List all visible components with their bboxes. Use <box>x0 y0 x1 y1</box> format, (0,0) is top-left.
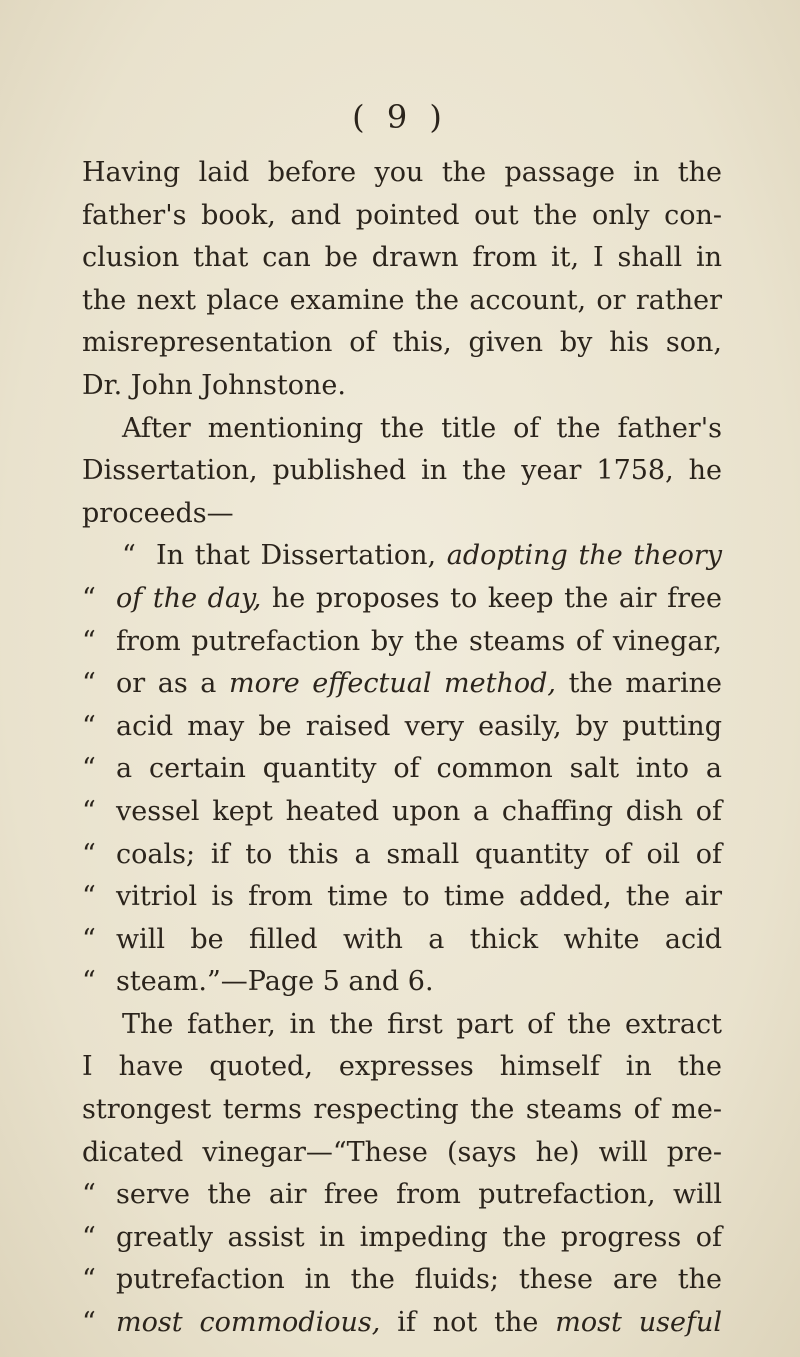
line-text: steam.”—Page 5 and 6. <box>116 966 434 998</box>
quote-mark: “ <box>82 753 96 785</box>
text-line <box>82 706 722 749</box>
line-text: putrefaction in the fluids; these are the <box>116 1264 722 1296</box>
line-text: or as a <box>116 668 229 700</box>
line-text: After mentioning the title of the father's <box>122 412 722 444</box>
quote-mark: “ <box>82 710 96 742</box>
line-text: strongest terms respecting the steams of me- <box>82 1094 722 1126</box>
italic-text: most useful <box>555 1307 722 1339</box>
text-line <box>82 919 722 962</box>
text-line <box>82 1004 722 1047</box>
text-line <box>82 1259 722 1302</box>
line-text: Having laid before you the passage in the <box>82 157 722 188</box>
line-text: vessel kept heated upon a chaffing dish of <box>116 795 722 827</box>
page-body-text <box>82 152 722 1345</box>
quote-mark: “ <box>82 923 96 955</box>
quote-mark: “ <box>82 1307 96 1339</box>
quote-mark: “ <box>122 540 136 572</box>
italic-text: most commodious, <box>116 1307 381 1339</box>
line-text: serve the air free from putrefaction, will <box>116 1179 722 1211</box>
quote-mark: “ <box>82 668 96 700</box>
text-line <box>82 876 722 919</box>
text-line <box>82 195 722 238</box>
line-text: greatly assist in impeding the progress of <box>116 1221 722 1253</box>
text-line <box>82 365 722 408</box>
line-text: Dr. John Johnstone. <box>82 369 346 401</box>
line-text: a certain quantity of common salt into a <box>116 753 722 785</box>
text-line <box>82 408 722 451</box>
quote-mark: “ <box>82 795 96 827</box>
line-text: In that Dissertation, <box>156 540 447 572</box>
line-text: acid may be raised very easily, by putting <box>116 710 722 742</box>
quote-mark: “ <box>82 881 96 913</box>
text-line <box>82 621 722 664</box>
text-line <box>82 748 722 791</box>
text-line <box>82 1174 722 1217</box>
text-line <box>82 152 722 195</box>
italic-text: adopting the theory <box>446 540 722 572</box>
line-text: proceeds— <box>82 497 234 529</box>
line-text: from putrefaction by the steams of vinegar, <box>116 625 722 657</box>
text-line <box>82 834 722 877</box>
line-text: dicated vinegar—“These (says he) will pre- <box>82 1136 722 1168</box>
line-text: clusion that can be drawn from it, I shall in <box>82 242 722 274</box>
text-line <box>82 237 722 280</box>
quote-mark: “ <box>82 838 96 870</box>
line-text: vitriol is from time to time added, the air <box>116 881 722 913</box>
text-line <box>82 493 722 536</box>
line-text: I have quoted, expresses himself in the <box>82 1051 722 1083</box>
text-line <box>82 1302 722 1345</box>
text-line <box>82 791 722 834</box>
quote-mark: “ <box>82 1179 96 1211</box>
text-line <box>82 535 722 578</box>
text-line <box>82 450 722 493</box>
text-line <box>82 280 722 323</box>
line-text: if not the <box>380 1307 556 1339</box>
italic-text: of the day, <box>116 582 262 614</box>
quote-mark: “ <box>82 582 96 614</box>
quote-mark: “ <box>82 966 96 998</box>
text-line <box>82 1046 722 1089</box>
line-text: The father, in the first part of the extract <box>122 1008 722 1040</box>
text-line <box>82 1089 722 1132</box>
text-line <box>82 1217 722 1260</box>
line-text: Dissertation, published in the year 1758, he <box>82 455 722 487</box>
italic-text: more effectual method, <box>228 668 556 700</box>
text-line <box>82 322 722 365</box>
line-text: will be filled with a thick white acid <box>116 923 722 955</box>
line-text: he proposes to keep the air free <box>261 582 722 614</box>
text-line <box>82 663 722 706</box>
line-text: the marine <box>556 668 722 700</box>
quote-mark: “ <box>82 1264 96 1296</box>
page-number: ( 9 ) <box>352 98 448 136</box>
line-text: father's book, and pointed out the only con- <box>82 199 722 231</box>
line-text: coals; if to this a small quantity of oil of <box>116 838 722 870</box>
text-line <box>82 1132 722 1175</box>
text-line <box>82 578 722 621</box>
line-text: misrepresentation of this, given by his son, <box>82 327 722 359</box>
quote-mark: “ <box>82 625 96 657</box>
line-text: the next place examine the account, or rather <box>82 284 722 316</box>
text-line <box>82 961 722 1004</box>
quote-mark: “ <box>82 1221 96 1253</box>
